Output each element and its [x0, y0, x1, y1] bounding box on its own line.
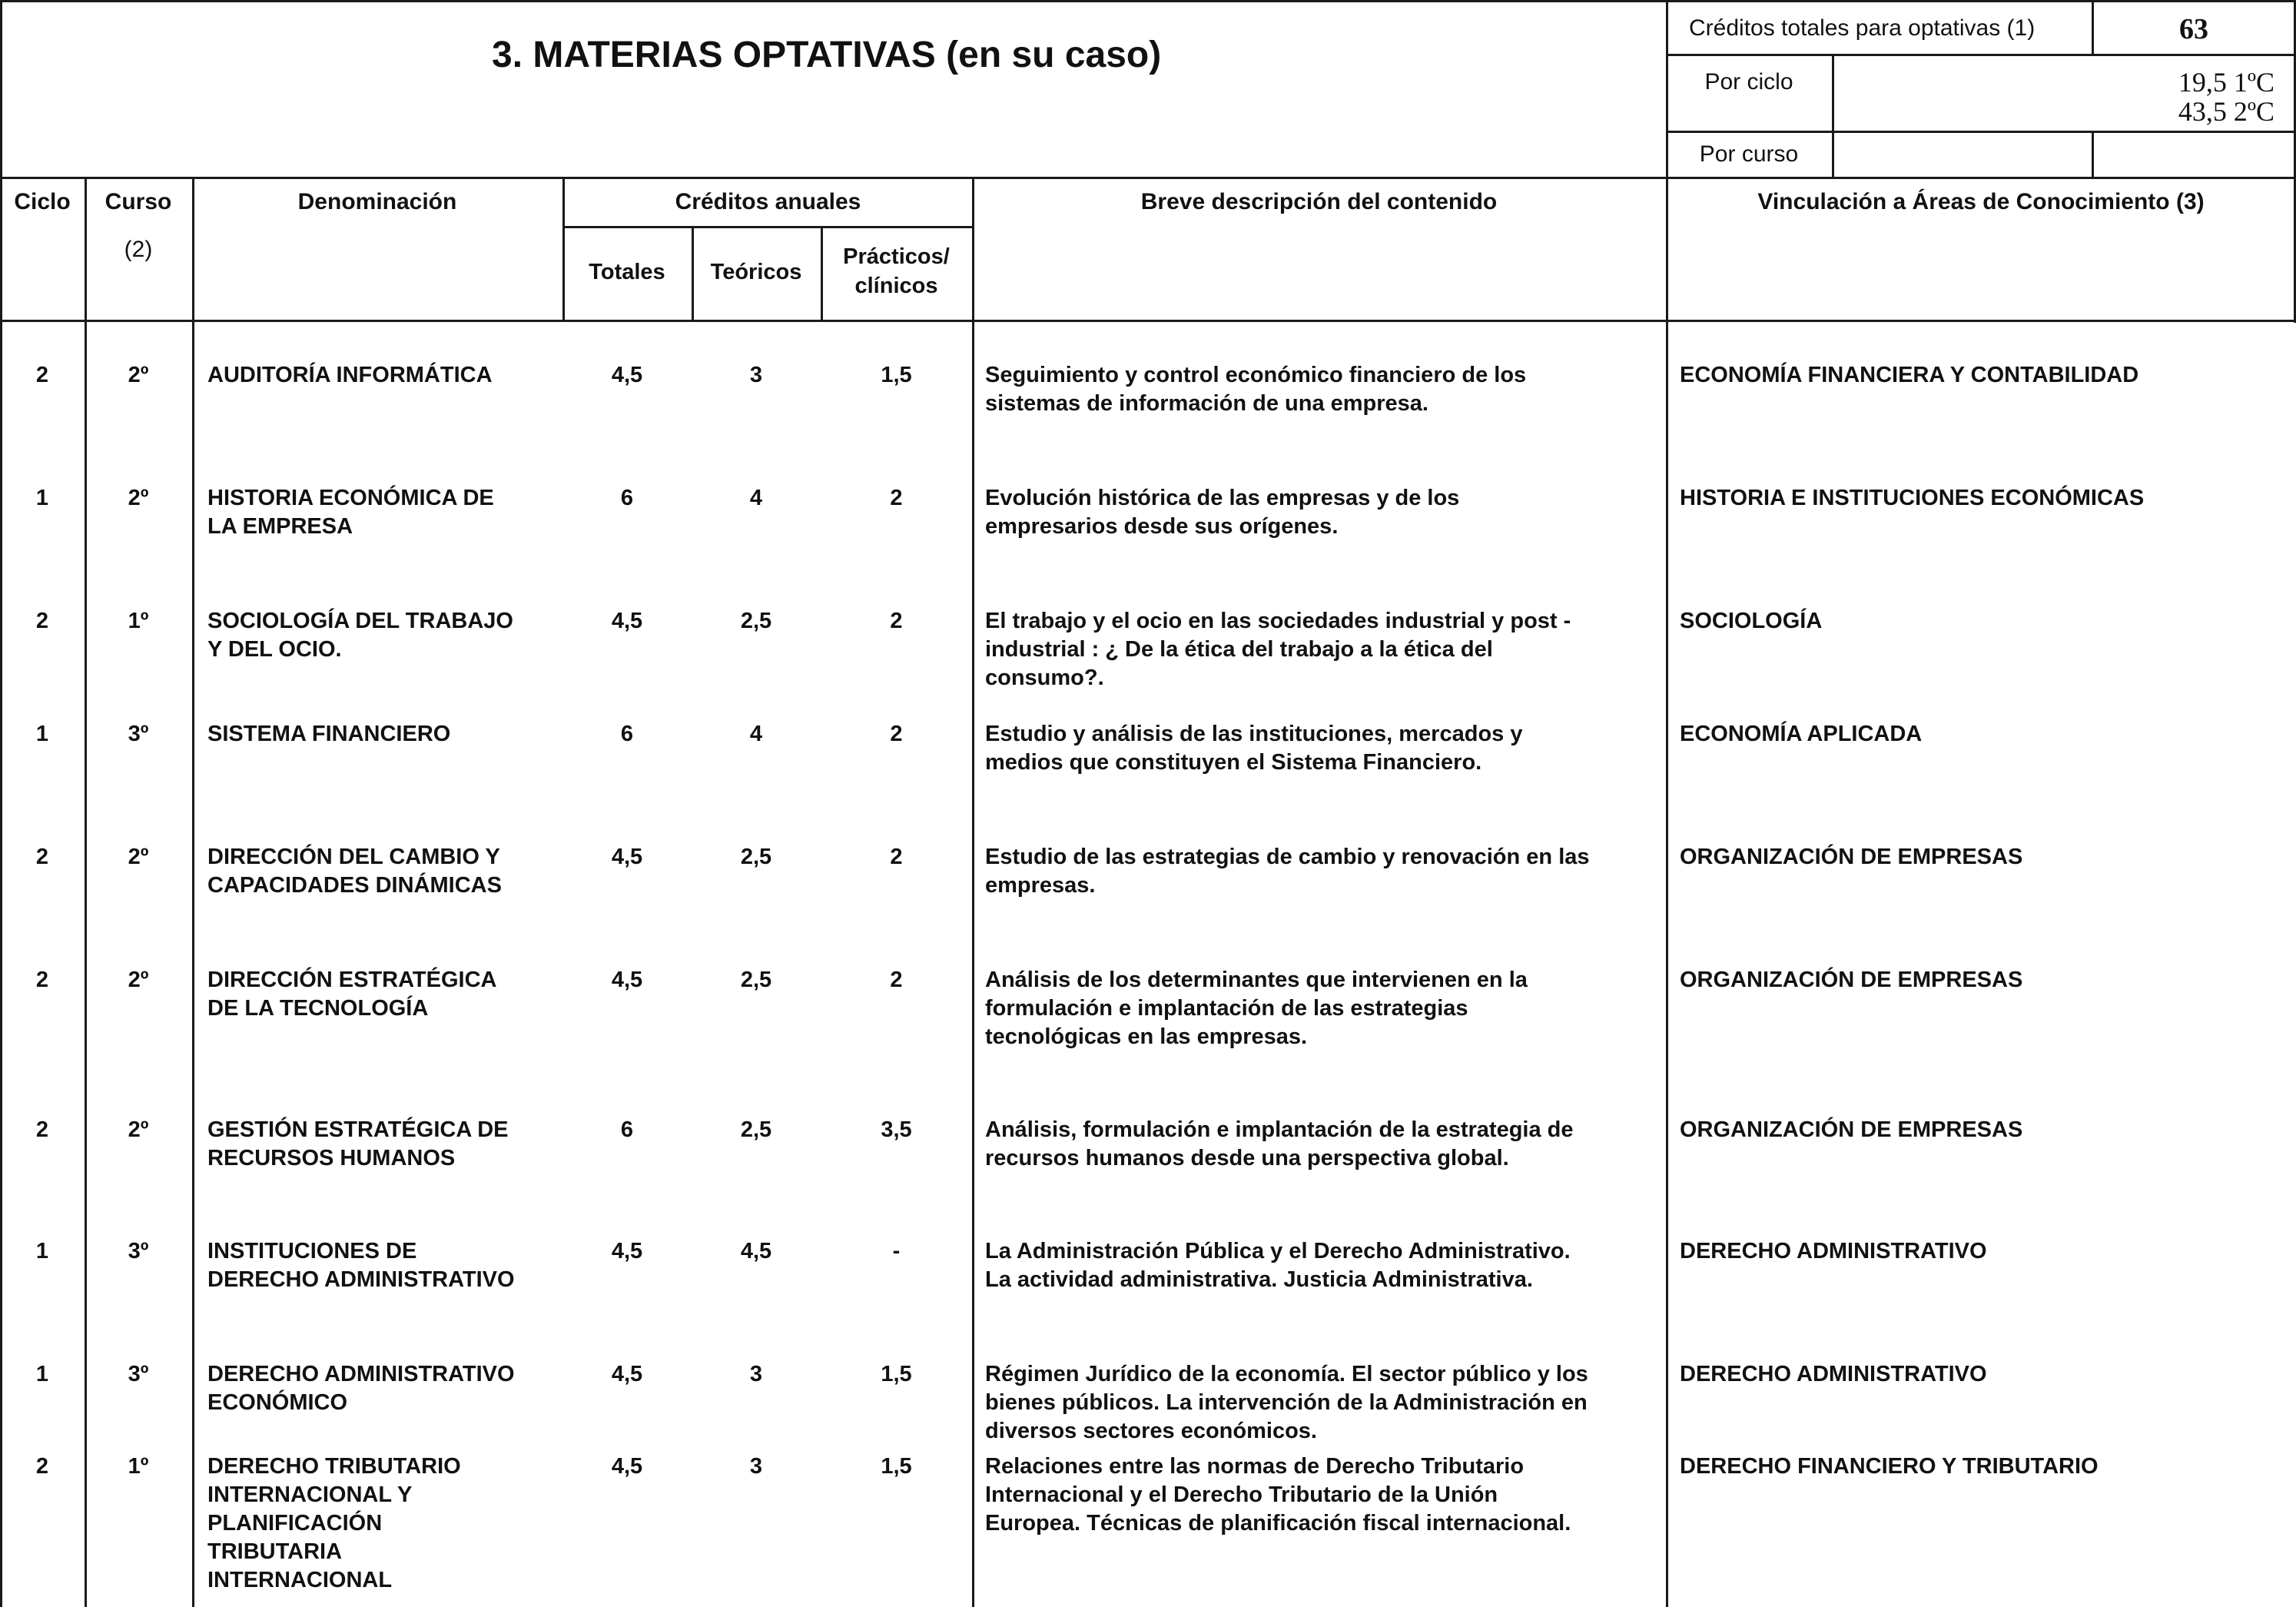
- cell-practicos: 2: [890, 845, 903, 869]
- cell-practicos: -: [892, 1239, 901, 1263]
- cell-descripcion: Régimen Jurídico de la economía. El sector público y los: [985, 1362, 1588, 1386]
- cell-ciclo: 2: [35, 609, 49, 633]
- cell-denominacion: ECONÓMICO: [207, 1390, 348, 1415]
- cell-area: DERECHO ADMINISTRATIVO: [1680, 1239, 1987, 1263]
- cell-denominacion: DIRECCIÓN DEL CAMBIO Y: [207, 845, 500, 869]
- cell-practicos: 3,5: [881, 1117, 912, 1142]
- cell-ciclo: 1: [35, 1362, 49, 1386]
- cell-curso: 3º: [128, 722, 149, 746]
- cell-totales: 6: [620, 722, 634, 746]
- cell-descripcion: sistemas de información de una empresa.: [985, 391, 1428, 416]
- cell-descripcion: Internacional y el Derecho Tributario de la Unión: [985, 1482, 1498, 1507]
- grid-line: [1666, 54, 2296, 56]
- cell-totales: 4,5: [611, 363, 643, 387]
- cell-area: ORGANIZACIÓN DE EMPRESAS: [1680, 968, 2023, 992]
- cell-practicos: 1,5: [881, 1454, 912, 1479]
- cell-totales: 4,5: [611, 1239, 643, 1263]
- cell-teoricos: 4: [749, 486, 763, 510]
- cell-denominacion: Y DEL OCIO.: [207, 637, 342, 662]
- cell-descripcion: diversos sectores económicos.: [985, 1419, 1317, 1443]
- grid-line: [562, 226, 974, 228]
- cell-practicos: 2: [890, 722, 903, 746]
- cell-curso: 2º: [128, 1117, 149, 1142]
- grid-line: [192, 177, 194, 1607]
- per-cycle-value-1: 19,5 1ºC: [2178, 67, 2274, 98]
- grid-line: [2092, 131, 2094, 177]
- cell-descripcion: Estudio y análisis de las instituciones, mercados y: [985, 722, 1523, 746]
- cell-curso: 2º: [128, 486, 149, 510]
- cell-area: ORGANIZACIÓN DE EMPRESAS: [1680, 1117, 2023, 1142]
- cell-ciclo: 2: [35, 1454, 49, 1479]
- total-credits-label: Créditos totales para optativas (1): [1689, 15, 2036, 41]
- cell-denominacion: INTERNACIONAL: [207, 1568, 393, 1592]
- cell-curso: 1º: [128, 1454, 149, 1479]
- grid-line: [0, 0, 2296, 2]
- header-denominacion: Denominación: [297, 189, 457, 214]
- cell-ciclo: 2: [35, 968, 49, 992]
- per-course-label: Por curso: [1699, 141, 1799, 167]
- cell-denominacion: TRIBUTARIA: [207, 1539, 343, 1564]
- cell-teoricos: 2,5: [740, 845, 772, 869]
- header-descripcion: Breve descripción del contenido: [1140, 189, 1498, 214]
- cell-descripcion: La actividad administrativa. Justicia Administrativa.: [985, 1267, 1533, 1292]
- cell-area: SOCIOLOGÍA: [1680, 609, 1823, 633]
- cell-teoricos: 2,5: [740, 968, 772, 992]
- cell-descripcion: recursos humanos desde una perspectiva global.: [985, 1146, 1509, 1170]
- header-curso: Curso: [105, 189, 172, 214]
- cell-descripcion: bienes públicos. La intervención de la Administración en: [985, 1390, 1588, 1415]
- cell-descripcion: El trabajo y el ocio en las sociedades industrial y post -: [985, 609, 1571, 633]
- grid-line: [85, 177, 87, 1607]
- grid-line: [0, 320, 2296, 322]
- cell-descripcion: Análisis, formulación e implantación de la estrategia de: [985, 1117, 1574, 1142]
- cell-denominacion: DERECHO ADMINISTRATIVO: [207, 1267, 515, 1292]
- cell-descripcion: Relaciones entre las normas de Derecho Tributario: [985, 1454, 1525, 1479]
- cell-area: ECONOMÍA APLICADA: [1680, 722, 1923, 746]
- cell-area: DERECHO ADMINISTRATIVO: [1680, 1362, 1987, 1386]
- cell-denominacion: RECURSOS HUMANOS: [207, 1146, 456, 1170]
- grid-line: [972, 177, 974, 1607]
- cell-denominacion: INTERNACIONAL Y: [207, 1482, 413, 1507]
- cell-totales: 6: [620, 1117, 634, 1142]
- grid-line: [1666, 131, 2296, 133]
- cell-practicos: 2: [890, 486, 903, 510]
- cell-descripcion: Análisis de los determinantes que intervienen en la: [985, 968, 1528, 992]
- per-cycle-label: Por ciclo: [1704, 69, 1793, 95]
- cell-area: ECONOMÍA FINANCIERA Y CONTABILIDAD: [1680, 363, 2139, 387]
- cell-totales: 6: [620, 486, 634, 510]
- cell-descripcion: consumo?.: [985, 666, 1104, 690]
- cell-descripcion: Seguimiento y control económico financiero de los: [985, 363, 1527, 387]
- cell-ciclo: 2: [35, 363, 49, 387]
- cell-denominacion: CAPACIDADES DINÁMICAS: [207, 873, 502, 898]
- cell-descripcion: La Administración Pública y el Derecho Administrativo.: [985, 1239, 1571, 1263]
- grid-line: [0, 177, 2296, 179]
- cell-descripcion: empresarios desde sus orígenes.: [985, 514, 1339, 539]
- cell-denominacion: GESTIÓN ESTRATÉGICA DE: [207, 1117, 509, 1142]
- cell-ciclo: 1: [35, 1239, 49, 1263]
- cell-curso: 2º: [128, 363, 149, 387]
- cell-denominacion: DIRECCIÓN ESTRATÉGICA: [207, 968, 497, 992]
- cell-curso: 2º: [128, 968, 149, 992]
- grid-line: [1832, 54, 1834, 177]
- cell-practicos: 1,5: [881, 1362, 912, 1386]
- per-cycle-value-2: 43,5 2ºC: [2178, 96, 2274, 127]
- cell-teoricos: 4,5: [740, 1239, 772, 1263]
- cell-totales: 4,5: [611, 609, 643, 633]
- cell-totales: 4,5: [611, 1454, 643, 1479]
- cell-denominacion: DERECHO ADMINISTRATIVO: [207, 1362, 515, 1386]
- cell-totales: 4,5: [611, 1362, 643, 1386]
- cell-area: DERECHO FINANCIERO Y TRIBUTARIO: [1680, 1454, 2099, 1479]
- header-curso-note: (2): [124, 237, 153, 262]
- cell-ciclo: 2: [35, 845, 49, 869]
- cell-descripcion: empresas.: [985, 873, 1096, 898]
- cell-practicos: 2: [890, 968, 903, 992]
- cell-ciclo: 2: [35, 1117, 49, 1142]
- total-credits-value: 63: [2179, 13, 2208, 45]
- cell-descripcion: industrial : ¿ De la ética del trabajo a la ética del: [985, 637, 1493, 662]
- page-title: 3. MATERIAS OPTATIVAS (en su caso): [492, 35, 1162, 75]
- cell-denominacion: SOCIOLOGÍA DEL TRABAJO: [207, 609, 513, 633]
- cell-totales: 4,5: [611, 968, 643, 992]
- cell-denominacion: AUDITORÍA INFORMÁTICA: [207, 363, 493, 387]
- cell-descripcion: Estudio de las estrategias de cambio y renovación en las: [985, 845, 1590, 869]
- cell-curso: 3º: [128, 1362, 149, 1386]
- cell-denominacion: LA EMPRESA: [207, 514, 353, 539]
- cell-denominacion: SISTEMA FINANCIERO: [207, 722, 451, 746]
- cell-practicos: 2: [890, 609, 903, 633]
- header-totales: Totales: [589, 260, 665, 284]
- cell-teoricos: 4: [749, 722, 763, 746]
- cell-denominacion: DERECHO TRIBUTARIO: [207, 1454, 461, 1479]
- cell-teoricos: 3: [749, 1454, 763, 1479]
- cell-denominacion: PLANIFICACIÓN: [207, 1511, 383, 1536]
- cell-descripcion: Europea. Técnicas de planificación fiscal internacional.: [985, 1511, 1571, 1536]
- cell-descripcion: tecnológicas en las empresas.: [985, 1024, 1308, 1049]
- cell-ciclo: 1: [35, 722, 49, 746]
- cell-teoricos: 2,5: [740, 1117, 772, 1142]
- cell-teoricos: 3: [749, 363, 763, 387]
- cell-ciclo: 1: [35, 486, 49, 510]
- cell-area: HISTORIA E INSTITUCIONES ECONÓMICAS: [1680, 486, 2145, 510]
- cell-descripcion: Evolución histórica de las empresas y de los: [985, 486, 1460, 510]
- header-practicos-2: clínicos: [854, 274, 938, 298]
- cell-denominacion: DE LA TECNOLOGÍA: [207, 996, 429, 1021]
- header-ciclo: Ciclo: [14, 189, 71, 214]
- header-vinculacion: Vinculación a Áreas de Conocimiento (3): [1757, 189, 2205, 214]
- cell-descripcion: formulación e implantación de las estrategias: [985, 996, 1468, 1021]
- cell-area: ORGANIZACIÓN DE EMPRESAS: [1680, 845, 2023, 869]
- cell-teoricos: 2,5: [740, 609, 772, 633]
- cell-denominacion: HISTORIA ECONÓMICA DE: [207, 486, 494, 510]
- cell-curso: 3º: [128, 1239, 149, 1263]
- cell-teoricos: 3: [749, 1362, 763, 1386]
- cell-denominacion: INSTITUCIONES DE: [207, 1239, 417, 1263]
- header-practicos-1: Prácticos/: [843, 244, 950, 269]
- cell-curso: 1º: [128, 609, 149, 633]
- cell-practicos: 1,5: [881, 363, 912, 387]
- header-teoricos: Teóricos: [710, 260, 802, 284]
- grid-line: [1666, 320, 1668, 1607]
- cell-descripcion: medios que constituyen el Sistema Financiero.: [985, 750, 1482, 775]
- cell-totales: 4,5: [611, 845, 643, 869]
- header-creditos: Créditos anuales: [675, 189, 861, 214]
- grid-line: [821, 226, 823, 320]
- cell-curso: 2º: [128, 845, 149, 869]
